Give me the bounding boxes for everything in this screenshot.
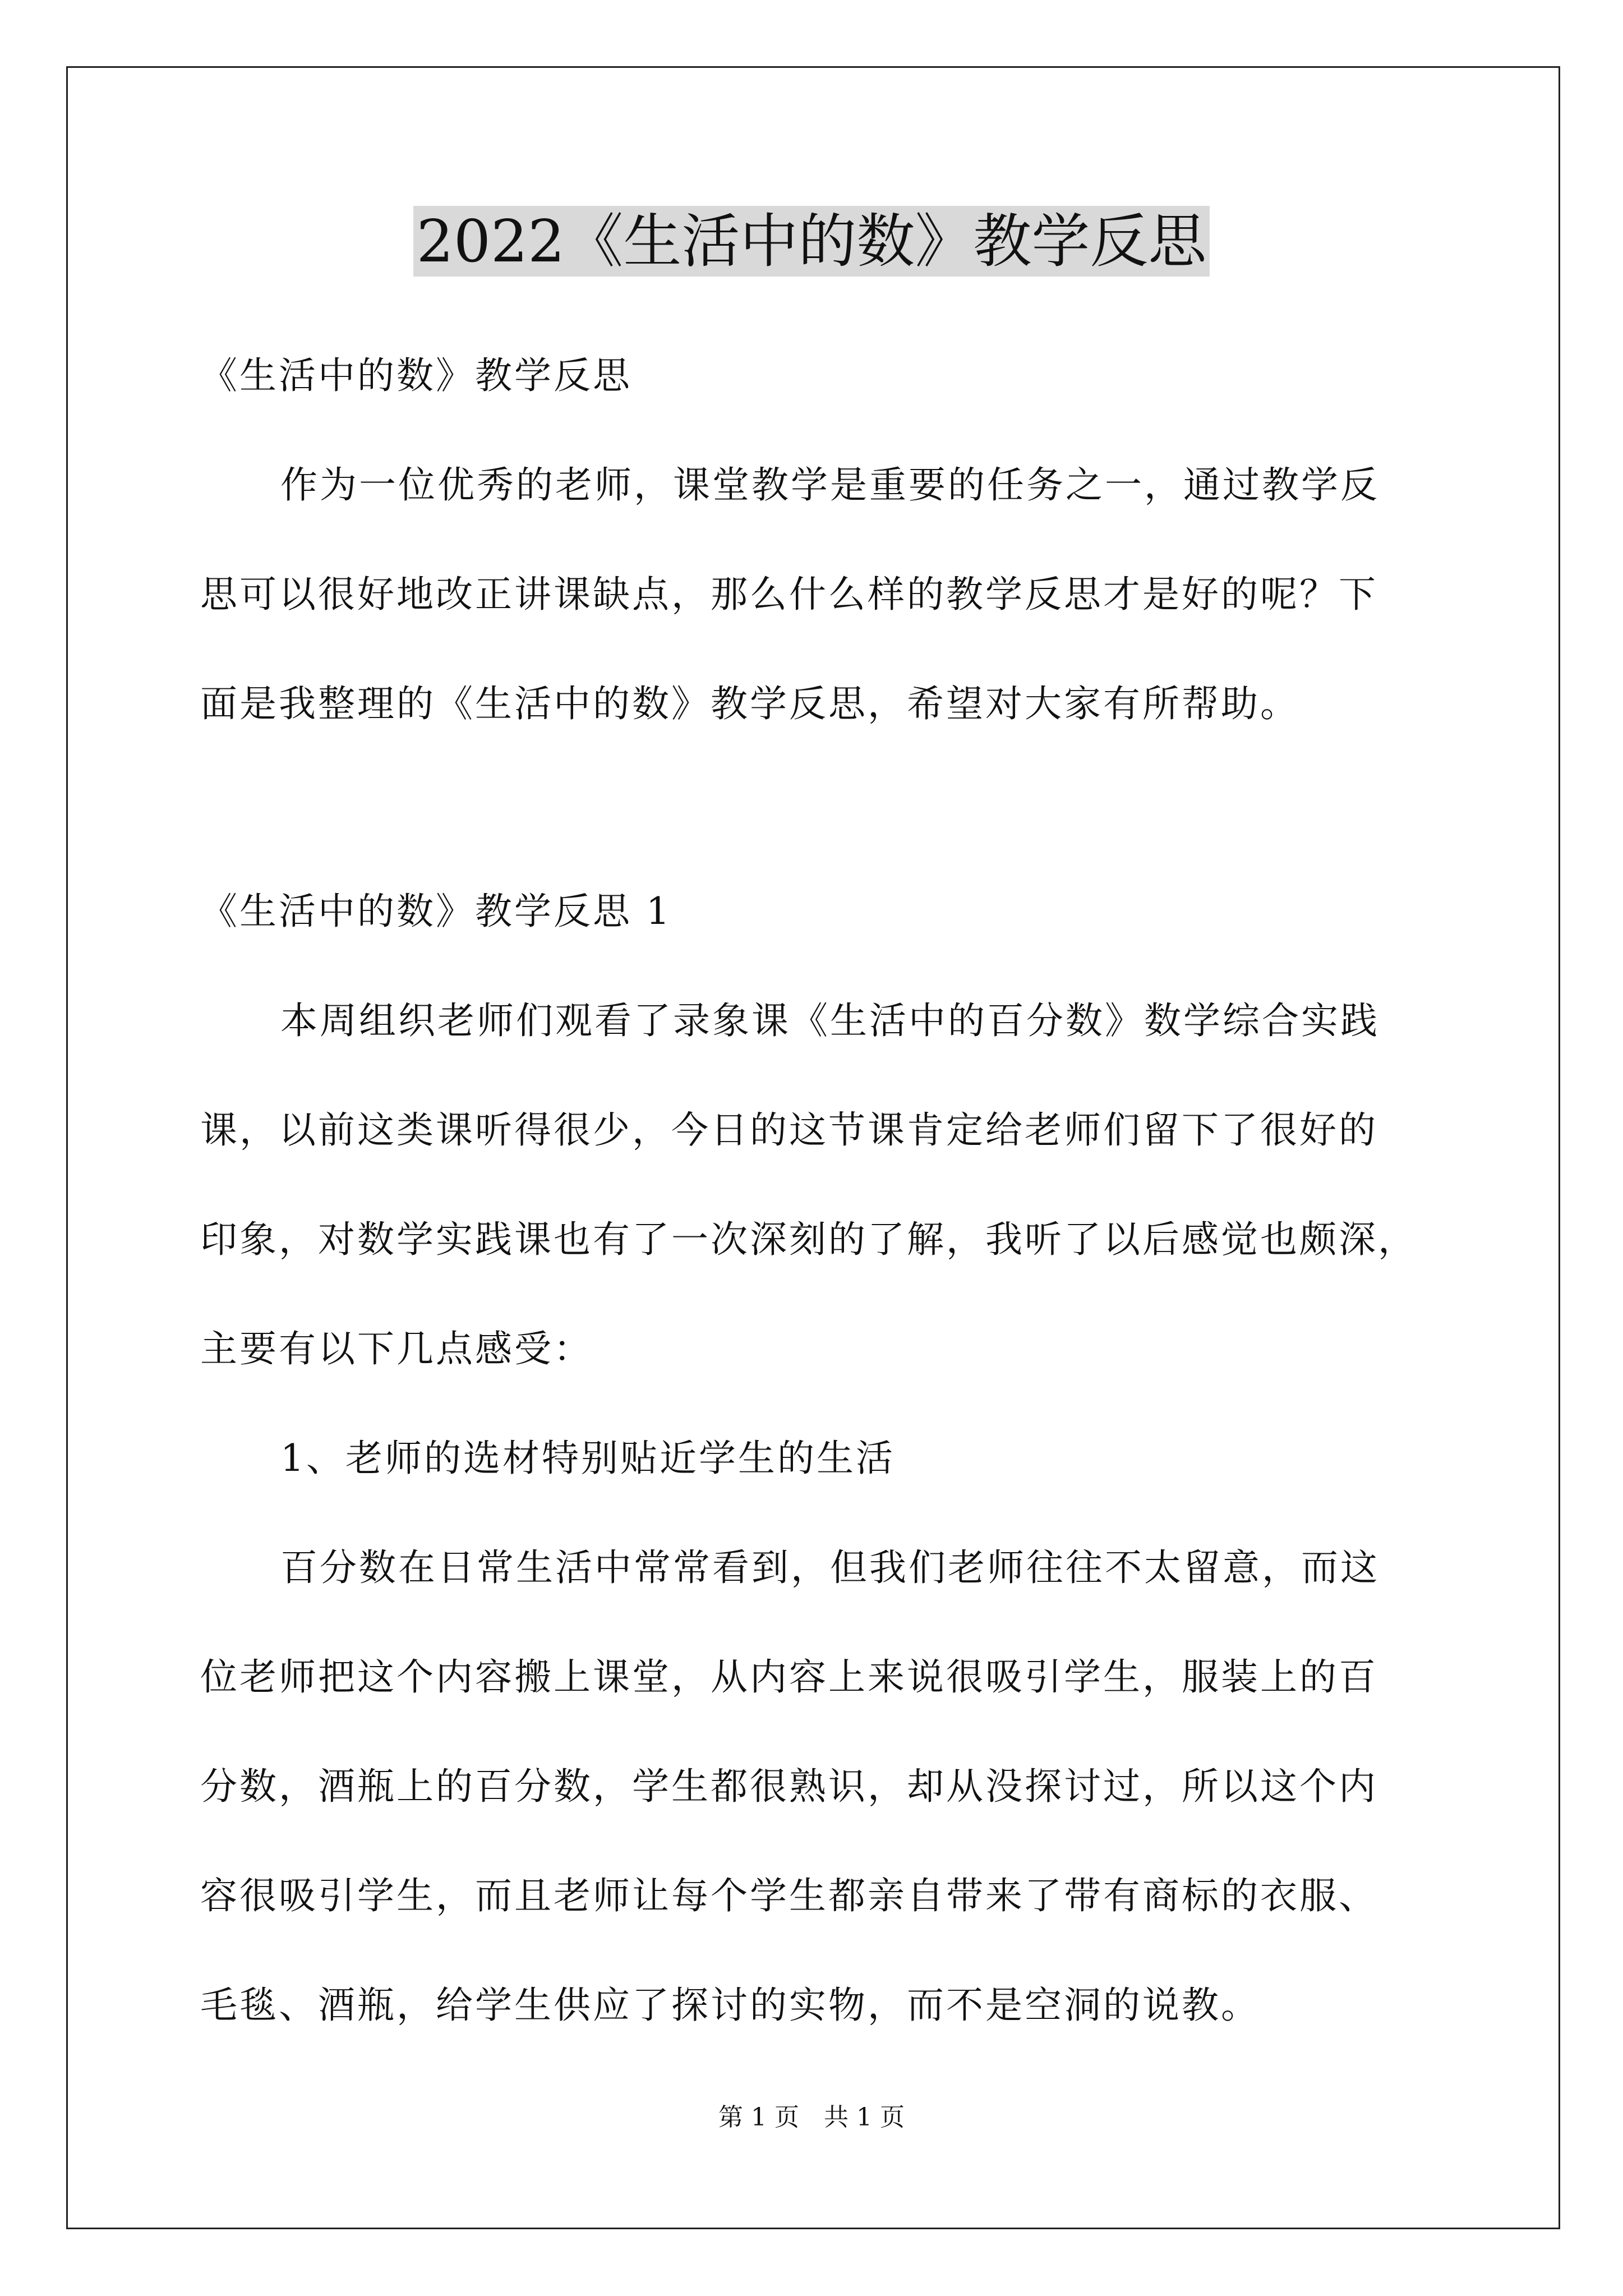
paragraph-line: 毛毯、酒瓶，给学生供应了探讨的实物，而不是空洞的说教。	[200, 1984, 1260, 2027]
list-item-heading: 1、老师的选材特别贴近学生的生活	[280, 1437, 895, 1480]
paragraph-line: 印象，对数学实践课也有了一次深刻的了解，我听了以后感觉也颇深，	[200, 1218, 1417, 1261]
title-text: 2022《生活中的数》教学反思	[413, 206, 1210, 277]
subtitle-line: 《生活中的数》教学反思	[200, 354, 632, 397]
paragraph-line: 位老师把这个内容搬上课堂，从内容上来说很吸引学生，服装上的百	[200, 1655, 1378, 1699]
section-heading: 《生活中的数》教学反思 1	[200, 890, 672, 933]
paragraph-line: 容很吸引学生，而且老师让每个学生都亲自带来了带有商标的衣服、	[200, 1874, 1378, 1917]
paragraph-line: 面是我整理的《生活中的数》教学反思，希望对大家有所帮助。	[200, 682, 1299, 725]
paragraph-line: 课，以前这类课听得很少，今日的这节课肯定给老师们留下了很好的	[200, 1108, 1378, 1152]
paragraph-line: 本周组织老师们观看了录象课《生活中的百分数》数学综合实践	[280, 999, 1380, 1042]
paragraph-line: 思可以很好地改正讲课缺点，那么什么样的教学反思才是好的呢？下	[200, 573, 1378, 616]
document-title	[0, 202, 1623, 280]
paragraph-line: 分数，酒瓶上的百分数，学生都很熟识，却从没探讨过，所以这个内	[200, 1765, 1378, 1808]
paragraph-line: 主要有以下几点感受：	[200, 1327, 593, 1370]
page-number-footer: 第 1 页 共 1 页	[718, 2103, 905, 2132]
paragraph-line: 百分数在日常生活中常常看到，但我们老师往往不太留意，而这	[280, 1546, 1380, 1589]
paragraph-line: 作为一位优秀的老师，课堂教学是重要的任务之一，通过教学反	[280, 463, 1380, 507]
